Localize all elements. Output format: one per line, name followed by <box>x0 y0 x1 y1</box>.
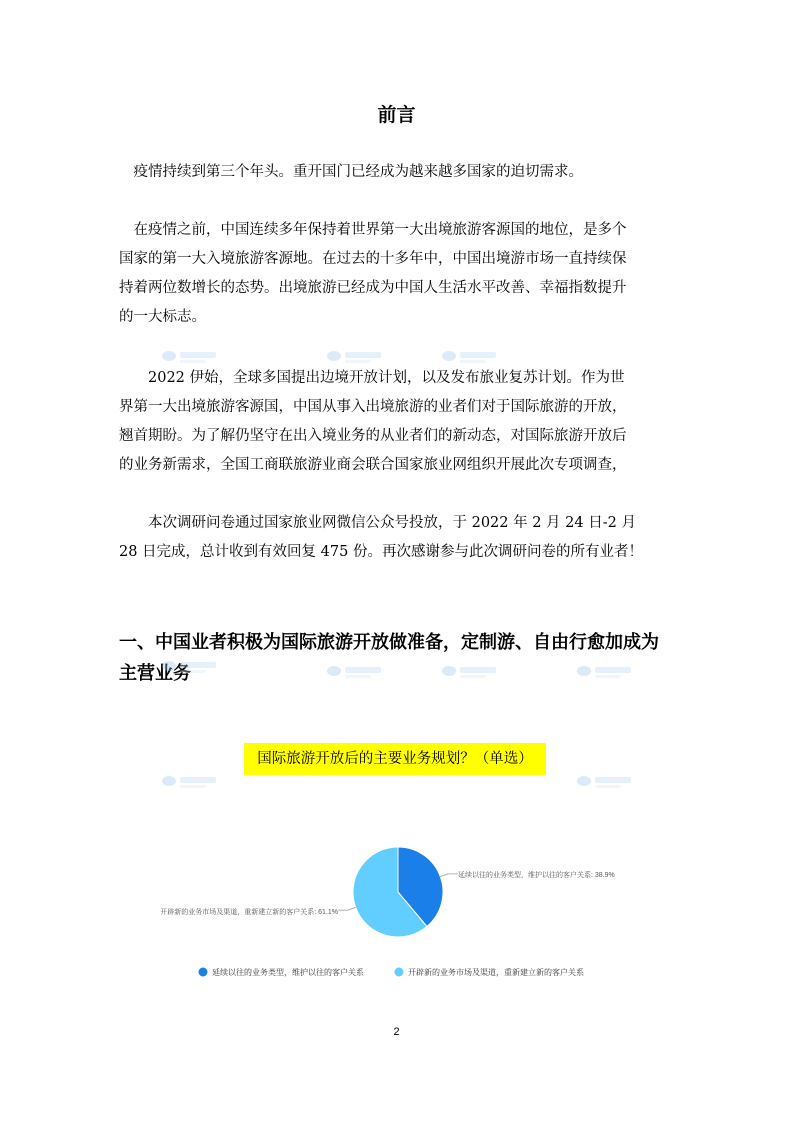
paragraph-line: 的业务新需求，全国工商联旅游业商会联合国家旅业网组织开展此次专项调查， <box>119 457 627 473</box>
paragraph-line: 28 日完成，总计收到有效回复 475 份。再次感谢参与此次调研问卷的所有业者！ <box>119 544 643 560</box>
watermark-logo-icon <box>440 345 500 367</box>
section-heading-line: 主营业务 <box>119 663 191 684</box>
paragraph-line: 界第一大出境旅游客源国，中国从事入出境旅游的业者们对于国际旅游的开放， <box>119 399 627 415</box>
legend-marker-new-business <box>395 968 404 977</box>
survey-question: 国际旅游开放后的主要业务规划？（单选） <box>244 743 546 775</box>
watermark-logo-icon <box>325 345 385 367</box>
paragraph-line: 2022 伊始，全球多国提出边境开放计划，以及发布旅业复苏计划。作为世 <box>119 370 625 386</box>
paragraph-line: 疫情持续到第三个年头。重开国门已经成为越来越多国家的迫切需求。 <box>119 164 583 180</box>
paragraph-line: 翘首期盼。为了解仍坚守在出入境业务的从业者们的新动态，对国际旅游开放后 <box>119 428 627 444</box>
watermark-logo-icon <box>575 770 635 792</box>
legend-label-new-business: 开辟新的业务市场及渠道，重新建立新的客户关系 <box>408 968 584 977</box>
paragraph-line: 本次调研问卷通过国家旅业网微信公众号投放，于 2022 年 2 月 24 日-2 月 <box>119 515 636 531</box>
paragraph-line: 国家的第一大入境旅游客源地。在过去的十多年中，中国出境游市场一直持续保 <box>119 251 627 267</box>
watermark-logo-icon <box>160 770 220 792</box>
watermark-logo-icon <box>440 660 500 682</box>
leader-line-keep-business <box>440 874 458 877</box>
data-label-new-business: 开辟新的业务市场及渠道，重新建立新的客户关系: 61.1% <box>160 909 338 916</box>
watermark-logo-icon <box>575 660 635 682</box>
watermark-logo-icon <box>325 660 385 682</box>
paragraph-3 <box>119 364 675 480</box>
paragraph-1 <box>119 158 675 187</box>
paragraph-2 <box>119 216 675 332</box>
leader-line-new-business <box>338 907 356 910</box>
legend-label-keep-business: 延续以往的业务类型，维护以往的客户关系 <box>212 968 364 977</box>
page-title: 前言 <box>377 104 416 126</box>
paragraph-line: 的一大标志。 <box>119 309 206 325</box>
data-label-keep-business: 延续以往的业务类型，维护以往的客户关系: 38.9% <box>458 872 615 879</box>
legend-marker-keep-business <box>199 968 208 977</box>
paragraph-line: 持着两位数增长的态势。出境旅游已经成为中国人生活水平改善、幸福指数提升 <box>119 280 627 296</box>
watermark-logo-icon <box>160 345 220 367</box>
paragraph-line: 在疫情之前，中国连续多年保持着世界第一大出境旅游客源国的地位，是多个 <box>119 222 627 238</box>
watermark-logo-icon <box>160 655 220 677</box>
pie-chart <box>0 830 793 1000</box>
section-heading-line: 一、中国业者积极为国际旅游开放做准备，定制游、自由行愈加成为 <box>119 632 659 653</box>
paragraph-4 <box>119 509 675 567</box>
page-number: 2 <box>393 1026 400 1038</box>
